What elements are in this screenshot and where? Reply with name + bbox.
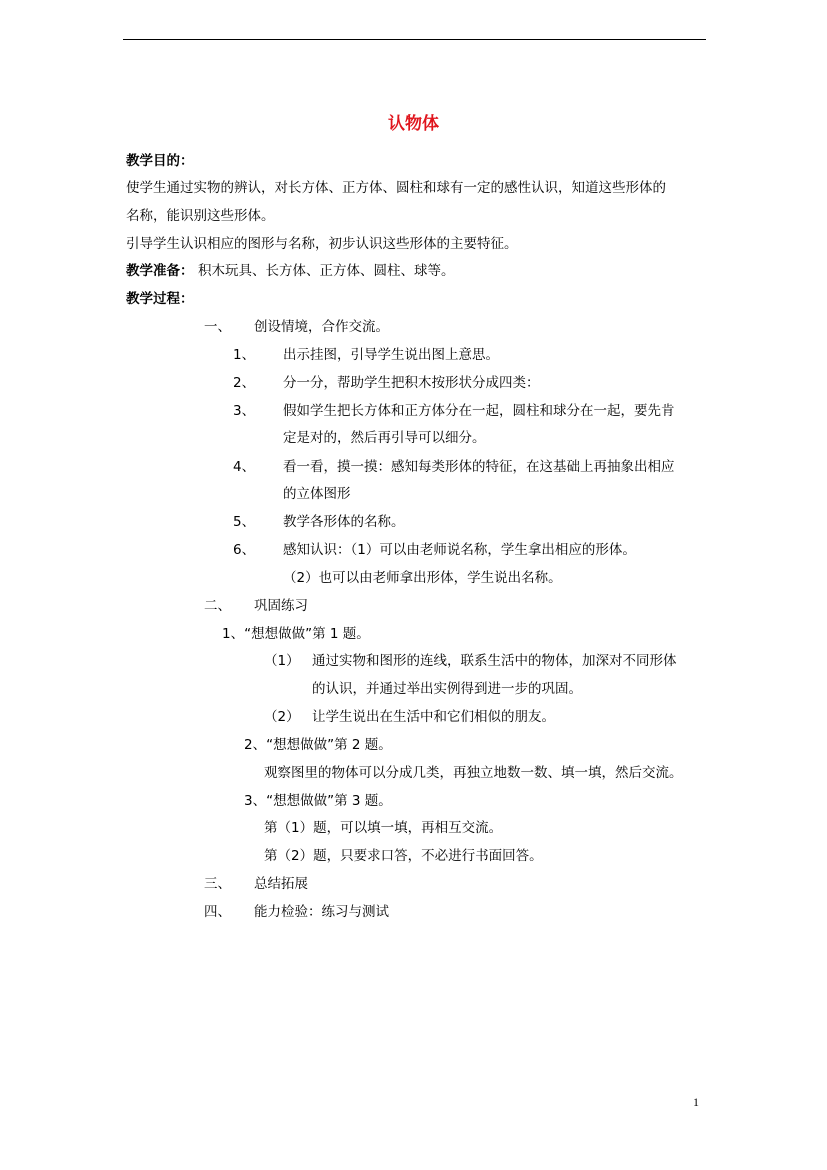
section-2-title: 巩固练习 bbox=[254, 598, 308, 614]
s2-ex2-text: 观察图里的物体可以分成几类，再独立地数一数、填一填，然后交流。 bbox=[264, 765, 683, 781]
header-rule bbox=[123, 39, 706, 40]
page-title: 认物体 bbox=[388, 114, 439, 134]
prep-heading: 教学准备： bbox=[126, 263, 194, 279]
s1-item-1-number: 1、 bbox=[233, 347, 256, 363]
s2-ex3-a: 第（1）题，可以填一填，再相互交流。 bbox=[264, 820, 503, 836]
s1-item-4-line-1: 看一看，摸一摸：感知每类形体的特征，在这基础上再抽象出相应 bbox=[283, 459, 675, 475]
s1-item-2-number: 2、 bbox=[233, 375, 256, 391]
s1-item-2: 分一分，帮助学生把积木按形状分成四类： bbox=[283, 375, 540, 391]
section-2-number: 二、 bbox=[204, 598, 231, 614]
section-4-title: 能力检验：练习与测试 bbox=[254, 904, 389, 920]
s1-item-5-number: 5、 bbox=[233, 514, 256, 530]
s2-ex1-a-line-2: 的认识，并通过举出实例得到进一步的巩固。 bbox=[312, 681, 582, 697]
s2-ex1-a-line-1: 通过实物和图形的连线，联系生活中的物体，加深对不同形体 bbox=[312, 653, 677, 669]
s1-item-6-number: 6、 bbox=[233, 542, 256, 558]
s1-item-3-number: 3、 bbox=[233, 403, 256, 419]
section-1-number: 一、 bbox=[204, 319, 231, 335]
s1-item-6-line-1: 感知认识：（1）可以由老师说名称，学生拿出相应的形体。 bbox=[283, 542, 636, 558]
prep-text: 积木玩具、长方体、正方体、圆柱、球等。 bbox=[198, 263, 455, 279]
section-1-title: 创设情境，合作交流。 bbox=[254, 319, 389, 335]
s2-ex3-b: 第（2）题，只要求口答，不必进行书面回答。 bbox=[264, 848, 543, 864]
s2-ex1-a-number: （1） bbox=[264, 653, 300, 669]
page-number: 1 bbox=[693, 1095, 699, 1109]
s1-item-6-line-2: （2）也可以由老师拿出形体，学生说出名称。 bbox=[283, 570, 562, 586]
s2-exercise-3: 3、“想想做做”第 3 题。 bbox=[244, 793, 392, 809]
section-3-number: 三、 bbox=[204, 876, 231, 892]
s1-item-3-line-1: 假如学生把长方体和正方体分在一起，圆柱和球分在一起，要先肯 bbox=[283, 403, 675, 419]
s1-item-4-number: 4、 bbox=[233, 459, 256, 475]
s1-item-5: 教学各形体的名称。 bbox=[283, 514, 405, 530]
aims-heading: 教学目的： bbox=[126, 153, 194, 169]
s2-exercise-2: 2、“想想做做”第 2 题。 bbox=[244, 737, 392, 753]
s1-item-1: 出示挂图，引导学生说出图上意思。 bbox=[283, 347, 499, 363]
s1-item-3-line-2: 定是对的，然后再引导可以细分。 bbox=[283, 430, 486, 446]
s2-exercise-1: 1、“想想做做”第 1 题。 bbox=[222, 626, 370, 642]
section-3-title: 总结拓展 bbox=[254, 876, 308, 892]
s1-item-4-line-2: 的立体图形 bbox=[283, 486, 351, 502]
s2-ex1-b-number: （2） bbox=[264, 709, 300, 725]
aim-2: 引导学生认识相应的图形与名称，初步认识这些形体的主要特征。 bbox=[126, 236, 518, 252]
process-heading: 教学过程： bbox=[126, 291, 194, 307]
aim-1-line-1: 使学生通过实物的辨认，对长方体、正方体、圆柱和球有一定的感性认识，知道这些形体的 bbox=[126, 180, 666, 196]
section-4-number: 四、 bbox=[204, 904, 231, 920]
aim-1-line-2: 名称，能识别这些形体。 bbox=[126, 208, 275, 224]
s2-ex1-b: 让学生说出在生活中和它们相似的朋友。 bbox=[312, 709, 555, 725]
